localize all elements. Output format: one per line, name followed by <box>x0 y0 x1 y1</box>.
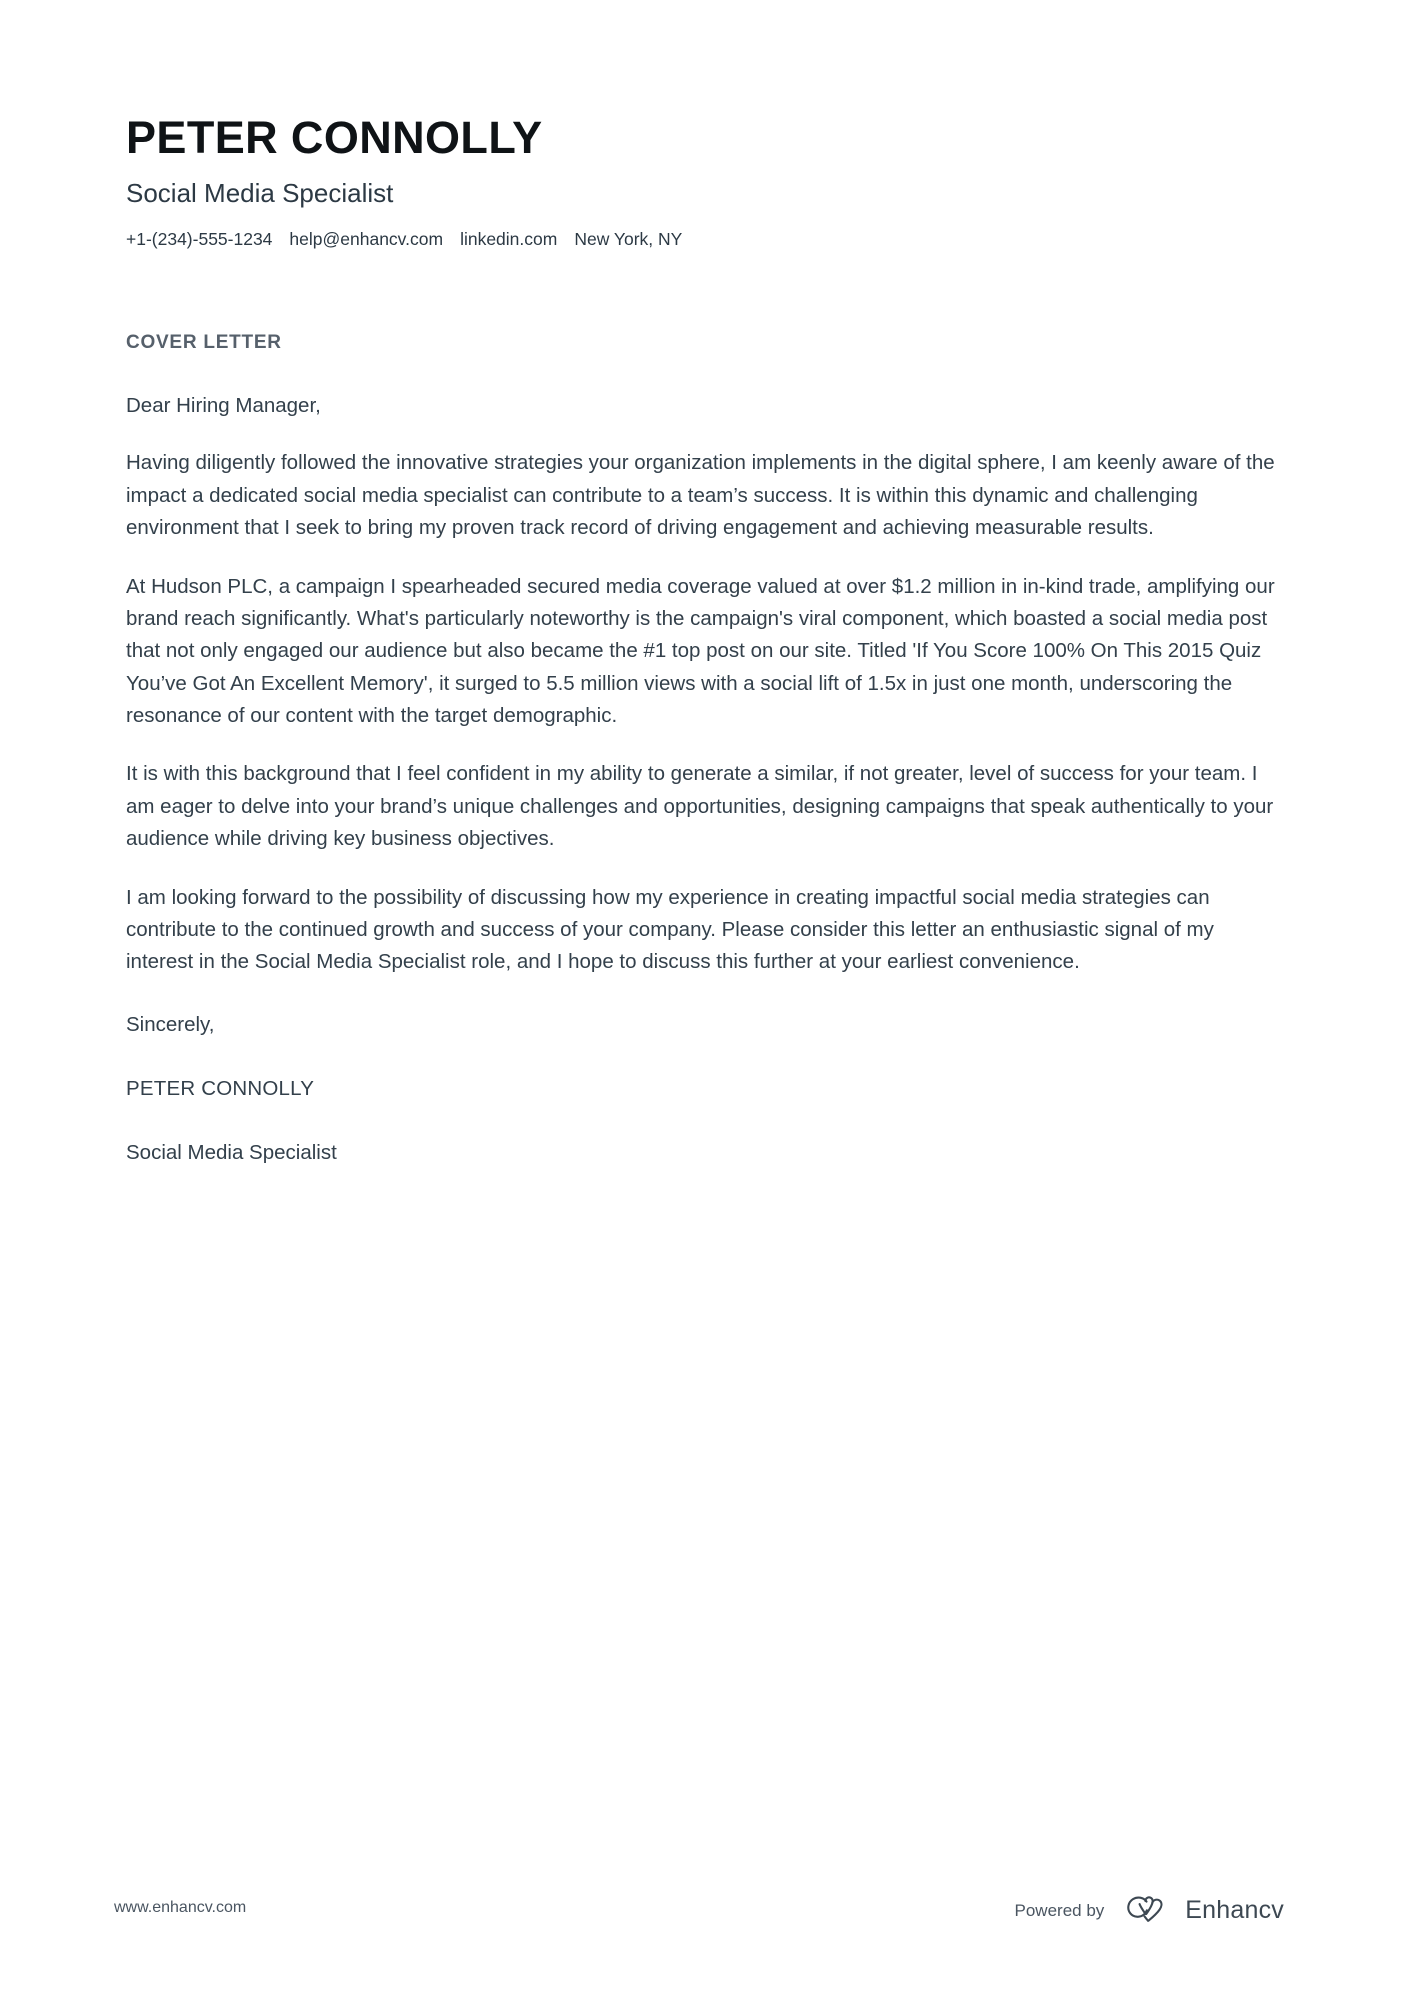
body-paragraph-1: Having diligently followed the innovative strategies your organization implements in the digital sphere, I am keenly aware of the impact a dedicated social media specialist can contribute to a team’s success. It is within this dynamic and challenging environment that I seek to bring my proven track record of driving engagement and achieving measurable results. <box>126 451 1275 540</box>
candidate-job-title: Social Media Specialist <box>126 178 394 209</box>
signature-job-title: Social Media Specialist <box>126 1141 337 1165</box>
brand-name-label: Enhancv <box>1185 1896 1284 1924</box>
cover-letter-section <box>126 332 1284 1170</box>
signature-name: PETER CONNOLLY <box>126 1077 315 1101</box>
enhancv-logo-icon <box>1122 1893 1174 1928</box>
brand-lockup[interactable] <box>1122 1893 1284 1928</box>
body-paragraph-2: At Hudson PLC, a campaign I spearheaded secured media coverage valued at over $1.2 million in in-kind trade, amplifying our brand reach significantly. What's particularly noteworthy is the campaign's viral component, which boasted a social media post that not only engaged our audience but also became the #1 top post on our site. Titled 'If You Score 100% On This 2015 Quiz You’ve Got An Excellent Memory', it surged to 5.5 million views with a social lift of 1.5x in just one month, underscoring the resonance of our content with the target demographic. <box>126 574 1275 728</box>
contact-location: New York, NY <box>574 229 683 250</box>
contact-linkedin[interactable]: linkedin.com <box>460 229 558 250</box>
body-paragraph-3: It is with this background that I feel confident in my ability to generate a similar, if not greater, level of success for your team. I am eager to delve into your brand’s unique challenges and opportunities, designing campaigns that speak authentically to your audience while driving key business objectives. <box>126 762 1274 851</box>
footer-branding <box>1015 1893 1284 1928</box>
footer-website-url[interactable]: www.enhancv.com <box>114 1899 247 1916</box>
letter-header <box>126 0 1284 252</box>
closing-salutation: Sincerely, <box>126 1012 215 1036</box>
salutation: Dear Hiring Manager, <box>126 393 321 417</box>
contact-email[interactable]: help@enhancv.com <box>289 229 444 250</box>
section-title-cover-letter: COVER LETTER <box>126 331 282 353</box>
page-footer <box>0 1875 1410 1995</box>
powered-by-label: Powered by <box>1014 1901 1105 1920</box>
contact-phone[interactable]: +1-(234)-555-1234 <box>126 229 273 250</box>
body-paragraph-4: I am looking forward to the possibility of discussing how my experience in creating impactful social media strategies can contribute to the continued growth and success of your company. Please consider this letter an enthusiastic signal of my interest in the Social Media Specialist role, and I hope to discuss this further at your earliest convenience. <box>126 885 1214 974</box>
candidate-name: PETER CONNOLLY <box>126 112 543 163</box>
page-content <box>126 0 1284 1170</box>
contact-details <box>126 227 1284 252</box>
